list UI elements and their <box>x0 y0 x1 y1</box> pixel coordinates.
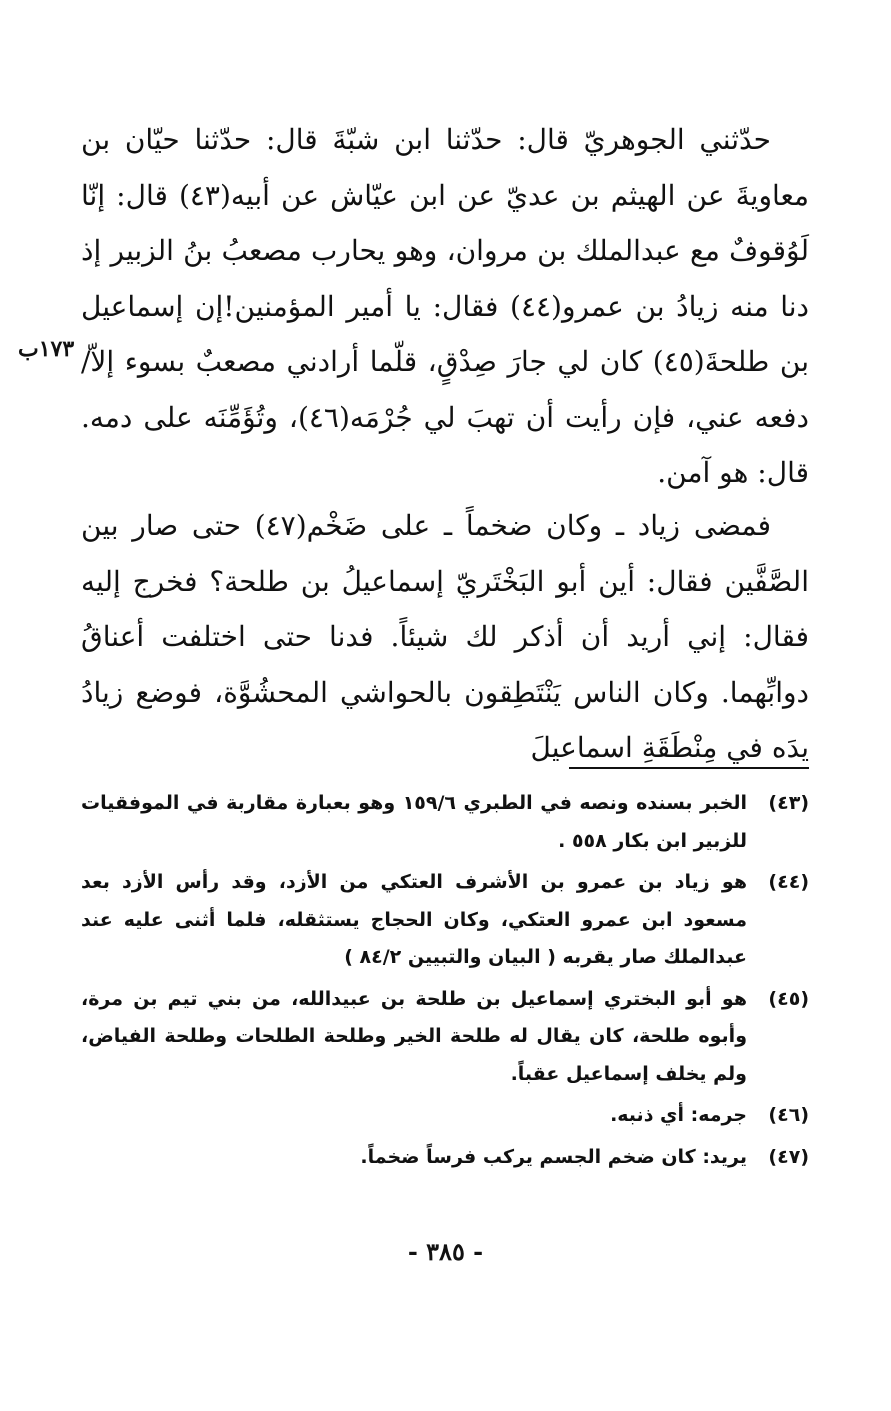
footnote-number: (٤٧) <box>768 1145 809 1168</box>
footnote-46 <box>81 1097 809 1135</box>
footnote-43 <box>81 785 809 860</box>
footnotes-list <box>81 785 809 1180</box>
footnote-number: (٤٦) <box>768 1104 809 1126</box>
footnote-text: جرمه: أي ذنبه. <box>610 1104 747 1126</box>
page-number: - ٣٨٥ - <box>407 1237 484 1266</box>
footnote-number: (٤٤) <box>768 871 809 893</box>
margin-folio-note: ١٧٣ب <box>18 336 75 362</box>
footnote-text: هو أبو البختري إسماعيل بن طلحة بن عبيدالله، من بني تيم بن مرة، وأبوه طلحة، كان يقال له طلحة الخير وطلحة الطلحات وطلحة الفياض، ولم يخلف إسماعيل عقباً. <box>81 987 747 1085</box>
footnote-44 <box>81 864 809 977</box>
paragraph-2-text: فمضى زياد ـ وكان ضخماً ـ على ضَخْم(٤٧) حتى صار بين الصَّفَّين فقال: أين أبو البَخْتَريّ إسماعيلُ بن طلحة؟ فخرج إليه فقال: إني أريد أن أذكر لك شيئاً. فدنا حتى اختلفت أعناقُ دوابِّهما. وكان الناس يَنْتَطِقون بالحواشي المحشُوَّة، فوضع زيادُ يدَه في مِنْطَقَةِ اسماعيلَ <box>81 509 809 764</box>
main-paragraph-2 <box>81 498 809 776</box>
footnote-text: يريد: كان ضخم الجسم يركب فرساً ضخماً. <box>360 1145 747 1168</box>
paragraph-1-text: حدّثني الجوهريّ قال: حدّثنا ابن شبّةَ قال: حدّثنا حيّان بن معاويةَ عن الهيثم بن عديّ عن ابن عيّاش عن أبيه(٤٣) قال: إنّا لَوُقوفٌ مع عبدالملك بن مروان، وهو يحارب مصعبُ بنُ الزبير إذ دنا منه زيادُ بن عمرو(٤٤) فقال: يا أمير المؤمنين!إن إسماعيل بن طلحةَ(٤٥) كان لي جارَ صِدْقٍ، قلّما أرادني مصعبٌ بسوء إلاّ/ دفعه عني، فإن رأيت أن تهبَ لي جُرْمَه(٤٦)، وتُؤَمِّنَه على دمه. قال: هو آمن. <box>81 123 810 489</box>
footnote-text: هو زياد بن عمرو بن الأشرف العتكي من الأزد، وقد رأس الأزد بعد مسعود ابن عمرو العتكي، وكان الحجاج يستثقله، فلما أثنى عليه عند عبدالملك صار يقربه ( البيان والتبيين ٨٤/٢ ) <box>81 871 747 968</box>
footnote-text: الخبر بسنده ونصه في الطبري ١٥٩/٦ وهو بعبارة مقاربة في الموفقيات للزبير ابن بكار ٥٥٨ . <box>81 792 747 852</box>
footnote-45 <box>81 981 809 1094</box>
footnote-number: (٤٥) <box>768 987 809 1010</box>
main-paragraph-1 <box>81 112 809 501</box>
footnote-separator <box>569 767 809 769</box>
footnote-number: (٤٣) <box>768 792 809 814</box>
footnote-47 <box>81 1139 809 1177</box>
